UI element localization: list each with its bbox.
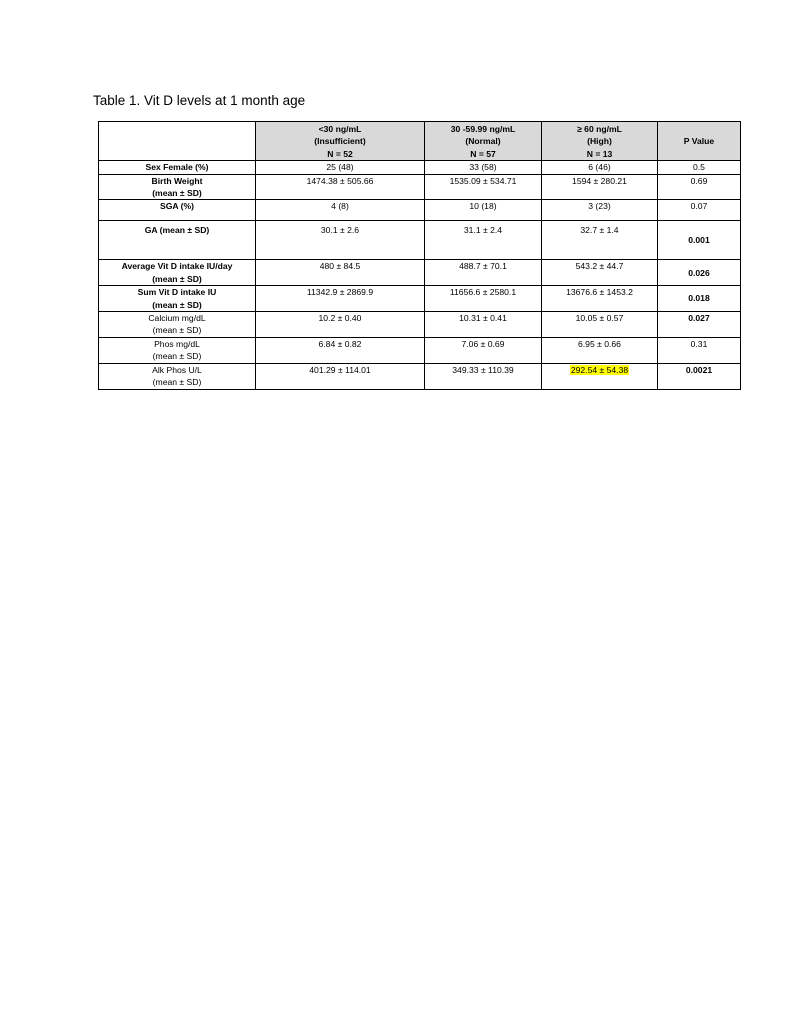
table-row (99, 200, 741, 221)
row-label: Alk Phos U/L (mean ± SD) (99, 363, 256, 389)
cell-insufficient: 6.84 ± 0.82 (256, 337, 425, 363)
cell-insufficient: 480 ± 84.5 (256, 260, 425, 286)
table-row (99, 260, 741, 286)
cell-high: 6.95 ± 0.66 (542, 337, 658, 363)
cell-p-value: 0.07 (658, 200, 741, 221)
highlighted-value: 292.54 ± 54.38 (570, 364, 629, 375)
row-label: Average Vit D intake IU/day (mean ± SD) (99, 260, 256, 286)
cell-high: 13676.6 ± 1453.2 (542, 286, 658, 312)
row-label: Calcium mg/dL (mean ± SD) (99, 312, 256, 338)
vit-d-table (98, 121, 741, 390)
table-row (99, 221, 741, 260)
cell-high: 6 (46) (542, 161, 658, 174)
cell-normal: 488.7 ± 70.1 (425, 260, 542, 286)
cell-insufficient: 11342.9 ± 2869.9 (256, 286, 425, 312)
cell-high: 3 (23) (542, 200, 658, 221)
header-high: ≥ 60 ng/mL (High) N = 13 (542, 122, 658, 161)
cell-p-value: 0.5 (658, 161, 741, 174)
cell-p-value: 0.026 (658, 260, 741, 286)
cell-insufficient: 4 (8) (256, 200, 425, 221)
cell-normal: 10 (18) (425, 200, 542, 221)
cell-high: 10.05 ± 0.57 (542, 312, 658, 338)
cell-insufficient: 25 (48) (256, 161, 425, 174)
cell-high: 1594 ± 280.21 (542, 174, 658, 200)
table-caption: Table 1. Vit D levels at 1 month age (93, 93, 306, 108)
cell-p-value: 0.027 (658, 312, 741, 338)
table-row (99, 286, 741, 312)
cell-normal: 1535.09 ± 534.71 (425, 174, 542, 200)
cell-insufficient: 10.2 ± 0.40 (256, 312, 425, 338)
cell-p-value: 0.31 (658, 337, 741, 363)
header-row (99, 122, 741, 161)
cell-normal: 31.1 ± 2.4 (425, 221, 542, 260)
cell-insufficient: 1474.38 ± 505.66 (256, 174, 425, 200)
cell-normal: 33 (58) (425, 161, 542, 174)
row-label: Sum Vit D intake IU (mean ± SD) (99, 286, 256, 312)
cell-p-value: 0.0021 (658, 363, 741, 389)
row-label: Phos mg/dL (mean ± SD) (99, 337, 256, 363)
cell-p-value: 0.001 (658, 221, 741, 260)
cell-insufficient: 30.1 ± 2.6 (256, 221, 425, 260)
header-blank-cell (99, 122, 256, 161)
cell-high (542, 363, 658, 389)
cell-normal: 10.31 ± 0.41 (425, 312, 542, 338)
cell-p-value: 0.018 (658, 286, 741, 312)
row-label: SGA (%) (99, 200, 256, 221)
cell-high: 543.2 ± 44.7 (542, 260, 658, 286)
header-insufficient: <30 ng/mL (Insufficient) N = 52 (256, 122, 425, 161)
cell-p-value: 0.69 (658, 174, 741, 200)
row-label: GA (mean ± SD) (99, 221, 256, 260)
row-label: Sex Female (%) (99, 161, 256, 174)
table-row (99, 174, 741, 200)
table-row (99, 337, 741, 363)
cell-normal: 11656.6 ± 2580.1 (425, 286, 542, 312)
cell-normal: 7.06 ± 0.69 (425, 337, 542, 363)
header-p-value: P Value (658, 122, 741, 161)
cell-normal: 349.33 ± 110.39 (425, 363, 542, 389)
cell-high: 32.7 ± 1.4 (542, 221, 658, 260)
row-label: Birth Weight (mean ± SD) (99, 174, 256, 200)
table-row (99, 312, 741, 338)
header-normal: 30 -59.99 ng/mL (Normal) N = 57 (425, 122, 542, 161)
table-row (99, 161, 741, 174)
cell-insufficient: 401.29 ± 114.01 (256, 363, 425, 389)
table-row (99, 363, 741, 389)
